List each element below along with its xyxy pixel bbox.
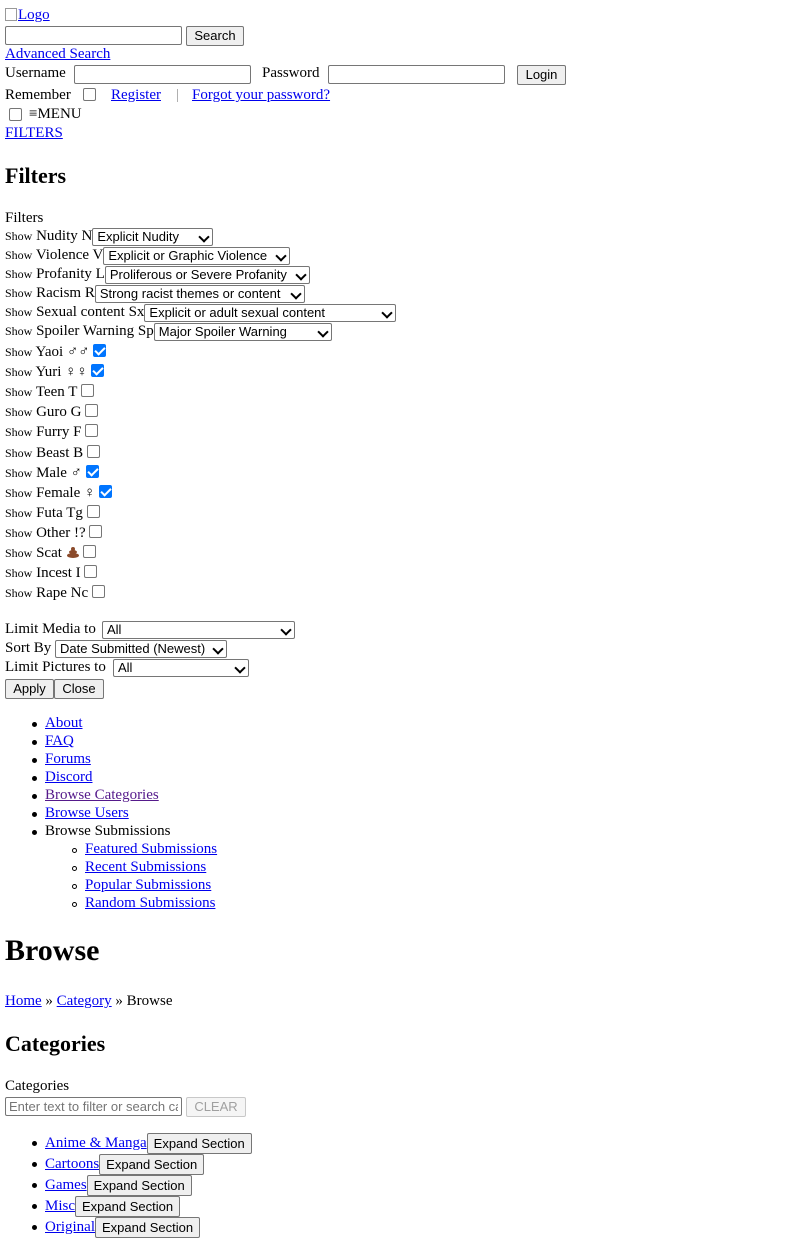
categories-heading: Categories: [5, 1031, 106, 1056]
filters-sublabel: Filters: [5, 210, 44, 226]
filter-label: Futa Tg: [36, 504, 83, 521]
sort-by-value: Date Submitted (Newest): [60, 641, 206, 656]
advanced-search-link[interactable]: Advanced Search: [5, 46, 111, 62]
filter-checkbox[interactable]: [93, 344, 106, 357]
limit-media-value: All: [107, 622, 122, 637]
filter-label: Incest I: [36, 565, 81, 582]
category-item: [45, 1196, 180, 1217]
filter-checkbox[interactable]: [91, 364, 104, 377]
filter-select-value: Strong racist themes or content: [99, 286, 281, 301]
show-label: Show: [5, 385, 33, 400]
show-label: Show: [5, 267, 33, 281]
bullet-icon: [32, 812, 37, 817]
filter-check-row: [5, 585, 105, 602]
chevron-down-icon: [280, 624, 291, 635]
expand-section-button[interactable]: Expand Section: [99, 1154, 204, 1175]
filter-checkbox[interactable]: [89, 525, 102, 538]
bullet-icon: [32, 722, 37, 727]
filter-select-value: Major Spoiler Warning: [158, 324, 287, 339]
filter-row: [5, 247, 103, 264]
breadcrumb: [5, 993, 172, 1010]
close-button[interactable]: Close: [54, 679, 104, 699]
filters-link[interactable]: FILTERS: [5, 125, 63, 141]
filter-select[interactable]: [105, 266, 310, 284]
show-label: Show: [5, 546, 33, 560]
filter-checkbox[interactable]: [86, 465, 99, 478]
filter-row: [5, 228, 92, 245]
filter-label: Rape Nc: [36, 585, 89, 602]
show-label: Show: [5, 445, 33, 460]
show-label: Show: [5, 505, 33, 520]
breadcrumb-current: Browse: [126, 993, 173, 1009]
bullet-icon: [32, 758, 37, 763]
bullet-icon: [32, 1225, 37, 1230]
chevron-down-icon: [382, 307, 393, 318]
filter-label: Yuri ♀♀: [35, 364, 88, 381]
filter-checkbox[interactable]: [81, 384, 94, 397]
chevron-down-icon: [276, 250, 287, 261]
password-input[interactable]: [328, 65, 505, 84]
show-label: Show: [5, 324, 33, 338]
menu-label[interactable]: ≡MENU: [29, 106, 82, 122]
menu-toggle-checkbox[interactable]: [9, 108, 22, 121]
circle-bullet-icon: [72, 866, 77, 871]
category-filter-input[interactable]: [5, 1097, 182, 1116]
chevron-down-icon: [290, 288, 301, 299]
category-link[interactable]: Cartoons: [45, 1156, 100, 1172]
filter-checkbox[interactable]: [83, 545, 96, 558]
category-link[interactable]: Misc: [45, 1198, 75, 1214]
filter-label: Nudity N: [36, 228, 93, 244]
filter-select-value: Explicit Nudity: [97, 229, 179, 244]
show-label: Show: [5, 485, 33, 500]
bullet-icon: [32, 1141, 37, 1146]
filter-check-row: [5, 545, 96, 562]
filter-checkbox[interactable]: [87, 445, 100, 458]
expand-section-button[interactable]: Expand Section: [147, 1133, 252, 1154]
chevron-down-icon: [234, 662, 245, 673]
bullet-icon: [32, 1183, 37, 1188]
nav-sublink[interactable]: Random Submissions: [85, 895, 216, 911]
limit-pictures-label: Limit Pictures to: [5, 659, 106, 675]
filter-label: Beast B: [36, 444, 84, 461]
filter-label: Male ♂: [36, 464, 82, 481]
filter-check-row: [5, 404, 98, 421]
filter-select-value: Explicit or Graphic Violence: [108, 248, 268, 263]
breadcrumb-separator: »: [45, 993, 53, 1009]
filter-select[interactable]: [154, 323, 332, 341]
nav-link[interactable]: Browse Users: [45, 805, 129, 821]
category-item: [45, 1175, 192, 1196]
show-label: Show: [5, 525, 33, 540]
category-item: [45, 1154, 204, 1175]
poop-icon: [66, 546, 80, 558]
filter-label: Other !?: [36, 524, 86, 541]
password-label: Password: [262, 65, 320, 81]
limit-pictures-value: All: [118, 660, 133, 675]
show-label: Show: [5, 365, 33, 380]
filter-label: Profanity L: [36, 266, 105, 282]
search-button[interactable]: Search: [186, 26, 244, 46]
filter-row: [5, 285, 95, 302]
limit-media-select[interactable]: [102, 621, 295, 639]
search-input[interactable]: [5, 26, 182, 45]
filter-select-value: Explicit or adult sexual content: [149, 305, 326, 320]
filter-row: [5, 323, 154, 340]
nav-link[interactable]: Forums: [45, 751, 91, 767]
chevron-down-icon: [199, 231, 210, 242]
filter-label: Sexual content Sx: [36, 304, 145, 320]
filter-check-row: [5, 525, 102, 542]
filter-label: Guro G: [36, 404, 82, 421]
filter-label: Scat: [36, 545, 62, 561]
category-link[interactable]: Anime & Manga: [45, 1135, 147, 1151]
filter-row: [5, 266, 105, 283]
nav-link[interactable]: Discord: [45, 769, 93, 785]
show-label: Show: [5, 248, 33, 262]
bullet-icon: [32, 740, 37, 745]
filter-label: Teen T: [35, 384, 78, 401]
nav-link[interactable]: About: [45, 715, 83, 731]
filter-checkbox[interactable]: [92, 585, 105, 598]
filter-label: Furry F: [36, 424, 82, 441]
remember-label: Remember: [5, 87, 71, 103]
limit-pictures-select[interactable]: [113, 659, 249, 677]
show-label: Show: [5, 405, 33, 420]
bullet-icon: [32, 794, 37, 799]
category-link[interactable]: Games: [45, 1177, 87, 1193]
filters-heading: Filters: [5, 163, 67, 188]
filter-label: Spoiler Warning Sp: [36, 323, 154, 339]
filter-row: [5, 304, 144, 321]
broken-image-icon: [5, 8, 17, 21]
chevron-down-icon: [212, 643, 223, 654]
clear-button[interactable]: CLEAR: [186, 1097, 246, 1117]
limit-media-label: Limit Media to: [5, 621, 96, 637]
filter-check-row: [5, 465, 99, 482]
bullet-icon: [32, 776, 37, 781]
expand-section-button[interactable]: Expand Section: [75, 1196, 180, 1217]
filter-check-row: [5, 565, 97, 582]
filter-checkbox[interactable]: [85, 404, 98, 417]
page-title: Browse: [5, 934, 100, 967]
sort-by-select[interactable]: [55, 640, 227, 658]
filter-label: Violence V: [35, 247, 104, 263]
nav-submissions-label: Browse Submissions: [45, 823, 171, 839]
filter-checkbox[interactable]: [99, 485, 112, 498]
filter-select[interactable]: [144, 304, 396, 322]
chevron-down-icon: [295, 269, 306, 280]
nav-link[interactable]: Browse Categories: [45, 787, 159, 803]
link-separator: |: [176, 87, 180, 103]
circle-bullet-icon: [72, 884, 77, 889]
nav-sublink[interactable]: Featured Submissions: [85, 841, 218, 857]
register-link[interactable]: Register: [111, 87, 161, 103]
filter-label: Female ♀: [36, 484, 96, 501]
show-label: Show: [5, 465, 33, 480]
filter-check-row: [5, 485, 112, 502]
show-label: Show: [5, 425, 33, 440]
bullet-icon: [32, 830, 37, 835]
filter-check-row: [5, 424, 98, 441]
expand-section-button[interactable]: Expand Section: [87, 1175, 192, 1196]
filter-check-row: [5, 505, 100, 522]
filter-select[interactable]: [103, 247, 290, 265]
nav-link[interactable]: FAQ: [45, 733, 74, 749]
circle-bullet-icon: [72, 902, 77, 907]
filter-select[interactable]: [92, 228, 213, 246]
show-label: Show: [5, 286, 33, 300]
logo-alt-text: Logo: [18, 7, 50, 23]
breadcrumb-separator: »: [115, 993, 123, 1009]
bullet-icon: [32, 1162, 37, 1167]
show-label: Show: [5, 229, 33, 243]
expand-section-button[interactable]: Expand Section: [95, 1217, 200, 1238]
show-label: Show: [5, 345, 33, 359]
nav-sublink[interactable]: Popular Submissions: [85, 877, 212, 893]
chevron-down-icon: [317, 326, 328, 337]
filter-check-row: [5, 344, 106, 361]
filter-checkbox[interactable]: [87, 505, 100, 518]
show-label: Show: [5, 305, 33, 319]
breadcrumb-home[interactable]: Home: [5, 993, 42, 1009]
filter-checkbox[interactable]: [85, 424, 98, 437]
category-item: [45, 1133, 252, 1154]
logo-link[interactable]: [5, 7, 50, 24]
remember-checkbox[interactable]: [83, 88, 96, 101]
circle-bullet-icon: [72, 848, 77, 853]
bullet-icon: [32, 1204, 37, 1209]
filter-select-value: Proliferous or Severe Profanity: [109, 267, 287, 282]
categories-label: Categories: [5, 1078, 70, 1094]
forgot-password-link[interactable]: Forgot your password?: [192, 87, 331, 103]
filter-check-row: [5, 364, 104, 381]
show-label: Show: [5, 566, 33, 581]
filter-label: Yaoi ♂♂: [35, 344, 90, 360]
show-label: Show: [5, 586, 33, 601]
filter-checkbox[interactable]: [84, 565, 97, 578]
filter-label: Racism R: [36, 285, 95, 301]
sort-by-label: Sort By: [5, 640, 52, 656]
filter-check-row: [5, 445, 100, 462]
category-item: [45, 1217, 200, 1238]
filter-check-row: [5, 384, 94, 401]
username-input[interactable]: [74, 65, 251, 84]
breadcrumb-category[interactable]: Category: [56, 993, 112, 1009]
nav-sublink[interactable]: Recent Submissions: [85, 859, 207, 875]
apply-button[interactable]: Apply: [5, 679, 54, 699]
category-link[interactable]: Original: [45, 1219, 95, 1235]
login-button[interactable]: Login: [517, 65, 566, 85]
username-label: Username: [5, 65, 66, 81]
filter-select[interactable]: [95, 285, 305, 303]
